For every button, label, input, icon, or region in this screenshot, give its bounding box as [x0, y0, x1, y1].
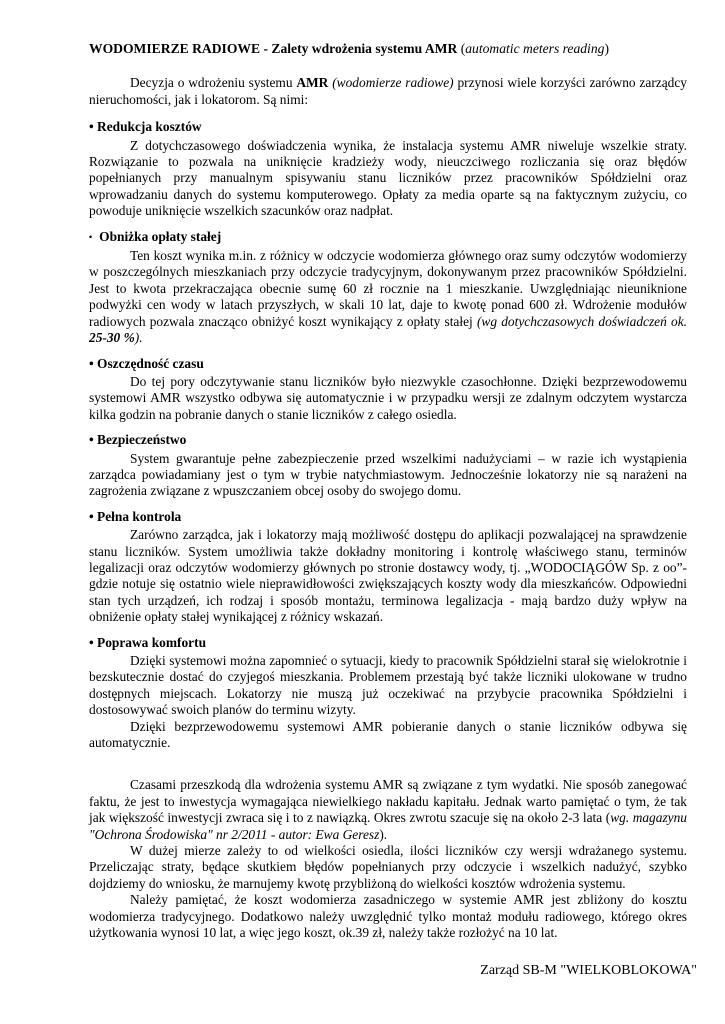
intro-paragraph [89, 75, 687, 108]
section-body-text: Ten koszt wynika m.in. z różnicy w odczycie wodomierza głównego oraz sumy odczytów wodomierzy w poszczególnych mieszkaniach przy odczycie tradycyjnym, dokonywanym przez pracowników Spółdzielni. Jest to kwota przekraczająca obecnie sumę 60 zł rocznie na 1 mieszkanie. Uwzględniając nieuniknione podwyżki cen wody w latach przyszłych, w skali 10 lat, daje to kwotę ponad 600 zł. Wdrożenie modułów radiowych pozwala znacząco obniżyć koszt wynikający z opłaty stałej [89, 248, 687, 329]
section-heading: • Oszczędność czasu [89, 355, 204, 371]
closing-text: Czasami przeszkodą dla wdrożenia systemu AMR są związane z tym wydatki. Nie sposób zanegować faktu, że jest to inwestycja wymagająca niewielkiego nakładu kapitału. Jednak warto pamiętać o tym, że tak jak większość inwestycji zwraca się i to z nawiązką. Okres zwrotu szacuje się na około 2-3 lata ( [89, 777, 687, 826]
bullet: • [89, 231, 93, 242]
signature: Zarząd SB-M "WIELKOBLOKOWA" [480, 963, 697, 978]
section-fixed-fee [89, 229, 687, 347]
section-body: Dzięki systemowi można zapomnieć o sytuacji, kiedy to pracownik Spółdzielni starał się wielokrotnie i bezskutecznie dostać do czyjegoś mieszkania. Problemem przestają być także liczniki ulokowane w trudno dostępnych miejscach. Lokatorzy nie muszą już oczekiwać na przybycie pracownika Spółdzielni i dostosowywać swoich planów do terminu wizyty. [89, 653, 687, 718]
section-body [89, 248, 687, 346]
section-cost-reduction [89, 119, 687, 219]
intro-text-c: przynosi wiele korzyści zarówno zarządcy nieruchomości, jak i lokatorom. Są nimi: [89, 75, 688, 107]
section-body-percent: 25-30 % [89, 330, 135, 346]
intro-amr: AMR [296, 75, 329, 91]
section-time-saving [89, 356, 687, 424]
section-heading: • Bezpieczeństwo [89, 432, 187, 448]
section-body: Do tej pory odczytywanie stanu liczników było niezwykle czasochłonne. Dzięki bezprzewodowemu systemowi AMR wszystko odbywa się automatycznie i w przypadku wersji ze zdalnym odczytem wystarcza kilka godzin na pobranie danych o stanie liczników z całego osiedla. [89, 373, 687, 422]
section-comfort [89, 635, 687, 752]
closing-text-end: ). [379, 826, 388, 842]
spacer [89, 760, 687, 777]
closing-paragraph-2: W dużej mierze zależy to od wielkości osiedla, ilości liczników czy wersji wdrażanego systemu. Przeliczając straty, będące skutkiem błędów popełnianych przy odczycie i wszelkich nadużyć, szybko dojdziemy do wniosku, że marnujemy kwotę przybliżoną do wielkości kosztów wdrożenia systemu. [89, 843, 687, 891]
section-body-2: Dzięki bezprzewodowemu systemowi AMR pobieranie danych o stanie liczników odbywa się automatycznie. [89, 718, 687, 751]
section-heading: • Redukcja kosztów [89, 119, 202, 135]
section-heading: • Pełna kontrola [89, 508, 182, 524]
closing-paragraph-3: Należy pamiętać, że koszt wodomierza zasadniczego w systemie AMR jest zbliżony do kosztu wodomierza tradycyjnego. Dodatkowo należy uwzględnić tylko montaż modułu radiowego, którego okres użytkowania wynosi 10 lat, a więc jego koszt, ok.39 zł, należy także rozłożyć na 10 lat. [89, 892, 687, 941]
closing-paragraph-1 [89, 777, 687, 843]
section-security [89, 432, 687, 500]
section-heading-text: Obniżka opłaty stałej [99, 228, 222, 244]
section-body: Z dotychczasowego doświadczenia wynika, że instalacja systemu AMR niweluje wszelkie straty. Rozwiązanie to pozwala na uniknięcie kradzieży wody, nieuczciwego rozliczania się oraz błędów popełnianych przy manualnym spisywaniu stanu liczników przez pracowników Spółdzielni oraz wprowadzaniu danych do systemu komputerowego. Opłaty za media oparte są na faktycznym zużyciu, co powoduje uniknięcie wszelkich szacunków oraz nadpłat. [89, 137, 687, 219]
intro-text-a: Decyzja o wdrożeniu systemu [130, 75, 297, 91]
closing-citation: wg. magazynu "Ochrona Środowiska" nr 2/2011 - autor: Ewa Geresz [89, 810, 687, 842]
section-body: Zarówno zarządca, jak i lokatorzy mają możliwość dostępu do aplikacji pozwalającej na sprawdzenie stanu liczników. System umożliwia także dokładny monitoring i kontrolę właściwego stanu, terminów legalizacji oraz odczytów wodomierzy głównych po stronie dostawcy wody, tj. „WODOCIĄGÓW Sp. z oo”- gdzie notuje się ostatnio wiele nieprawidłowości zwiększających koszty wody dla mieszkańców. Odpowiedni stan tych urządzeń, ich rodzaj i sposób montażu, terminowa legalizacja - mają bardzo duży wpływ na obniżenie opłaty stałej wynikającej z różnicy wskazań. [89, 527, 687, 625]
title-main: WODOMIERZE RADIOWE - Zalety wdrożenia systemu AMR [89, 41, 458, 56]
section-body-end: ). [134, 330, 143, 346]
section-body-italic: (wg dotychczasowych doświadczeń ok. [476, 313, 687, 329]
section-full-control [89, 509, 687, 626]
section-body: System gwarantuje pełne zabezpieczenie przed wszelkimi nadużyciami – w razie ich wystąpienia zarządca powiadamiany jest o tym w trybie natychmiastowym. Jednocześnie lokatorzy nie są narażeni na zagrożenia związane z wpuszczaniem obcej osoby do swojego domu. [89, 450, 687, 499]
section-heading [89, 229, 687, 246]
title-paren-italic: automatic meters reading [465, 41, 605, 56]
title-paren-open: ( [457, 41, 466, 56]
intro-italic: (wodomierze radiowe) [332, 75, 454, 91]
section-heading: • Poprawa komfortu [89, 634, 207, 650]
title-paren-close: ) [604, 41, 609, 56]
document-title [89, 41, 687, 57]
